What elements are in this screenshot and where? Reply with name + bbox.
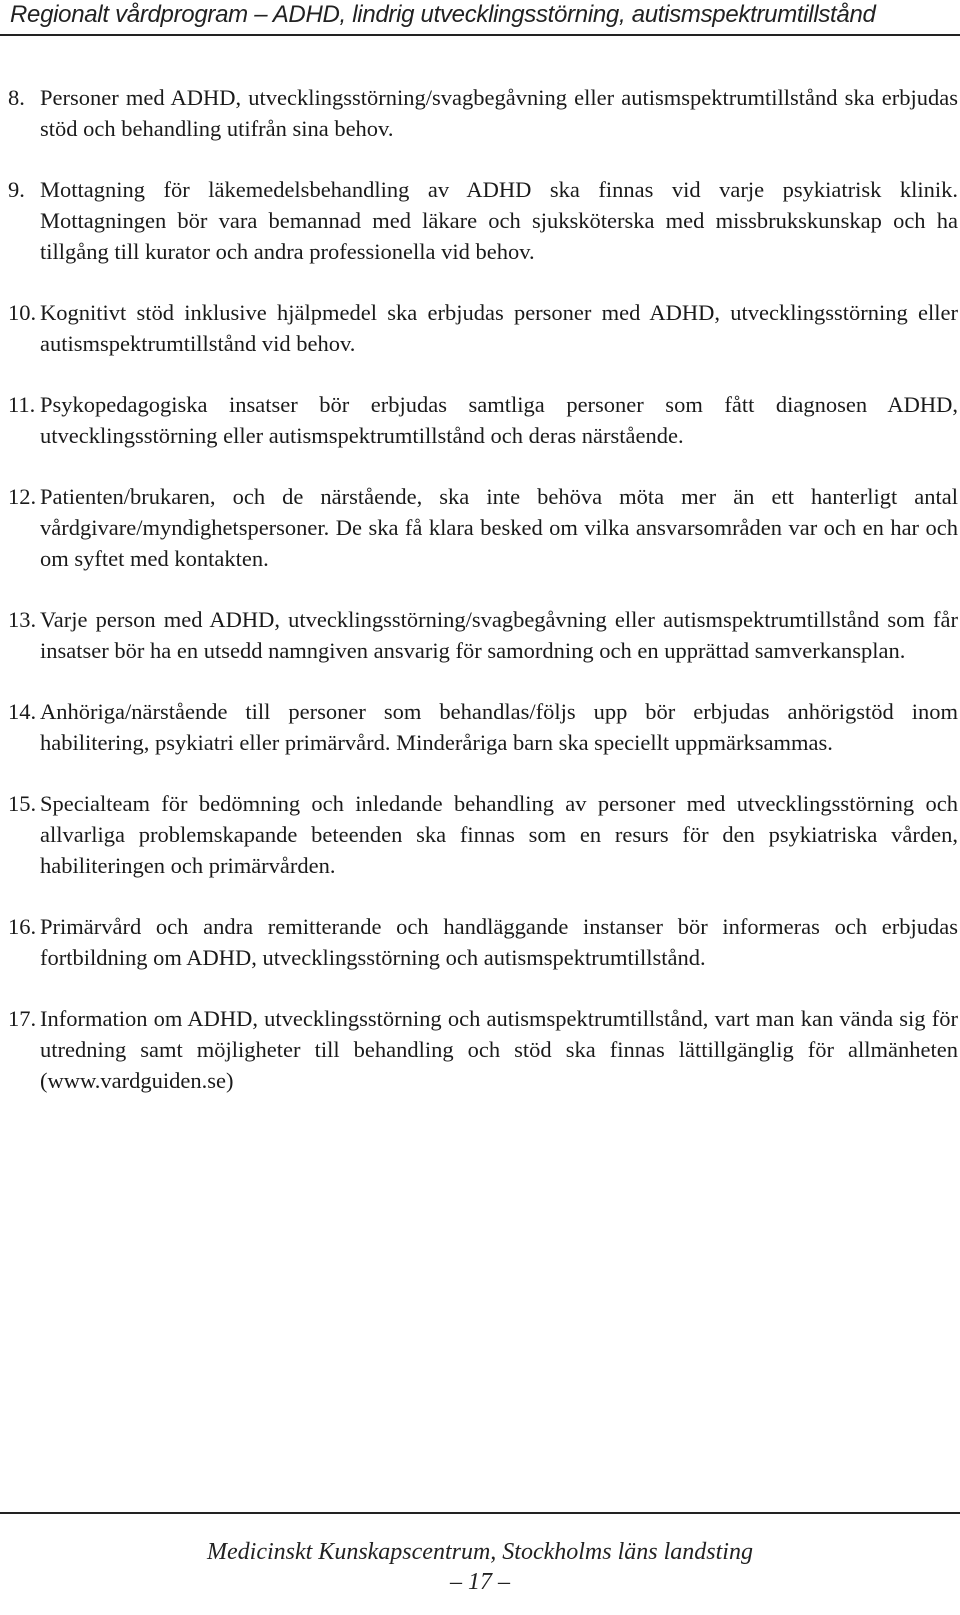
item-text: Patienten/brukaren, och de närstående, ska inte behöva möta mer än ett hanterligt antal vårdgivare/myndighetspersoner. De ska få klara besked om vilka ansvarsområden var och en har och om syftet med kontakten. xyxy=(40,484,958,571)
header-divider xyxy=(0,34,960,36)
recommendation-list xyxy=(8,82,958,1126)
list-item xyxy=(8,297,958,359)
list-item xyxy=(8,389,958,451)
list-item xyxy=(8,481,958,574)
footer-organization: Medicinskt Kunskapscentrum, Stockholms läns landsting xyxy=(207,1539,753,1565)
item-number: 10. xyxy=(8,300,37,325)
list-item xyxy=(8,82,958,144)
item-number: 15. xyxy=(8,791,37,816)
item-number: 8. xyxy=(8,85,25,110)
item-text: Primärvård och andra remitterande och handläggande instanser bör informeras och erbjudas fortbildning om ADHD, utvecklingsstörning och autismspektrumtillstånd. xyxy=(40,914,958,970)
item-number: 12. xyxy=(8,484,37,509)
list-item xyxy=(8,1003,958,1096)
item-number: 13. xyxy=(8,607,37,632)
list-item xyxy=(8,911,958,973)
footer-divider xyxy=(0,1512,960,1514)
item-text: Personer med ADHD, utvecklingsstörning/svagbegåvning eller autismspektrumtillstånd ska erbjudas stöd och behandling utifrån sina behov. xyxy=(40,85,958,141)
item-text: Kognitivt stöd inklusive hjälpmedel ska erbjudas personer med ADHD, utvecklingsstörning eller autismspektrumtillstånd vid behov. xyxy=(40,300,958,356)
item-text: Information om ADHD, utvecklingsstörning och autismspektrumtillstånd, vart man kan vända sig för utredning samt möjligheter till behandling och stöd ska finnas lättillgänglig för allmänheten (www.vardguiden.se) xyxy=(40,1006,958,1093)
list-item xyxy=(8,788,958,881)
list-item xyxy=(8,604,958,666)
item-number: 14. xyxy=(8,699,37,724)
item-text: Anhöriga/närstående till personer som behandlas/följs upp bör erbjudas anhörigstöd inom habilitering, psykiatri eller primärvård. Minderåriga barn ska speciellt uppmärksammas. xyxy=(40,699,958,755)
item-number: 9. xyxy=(8,177,25,202)
item-number: 16. xyxy=(8,914,37,939)
item-text: Psykopedagogiska insatser bör erbjudas samtliga personer som fått diagnosen ADHD, utvecklingsstörning eller autismspektrumtillstånd och deras närstående. xyxy=(40,392,958,448)
list-item xyxy=(8,174,958,267)
item-text: Specialteam för bedömning och inledande behandling av personer med utvecklingsstörning och allvarliga problemskapande beteenden ska finnas som en resurs för den psykiatriska vården, habiliteringen och primärvården. xyxy=(40,791,958,878)
item-text: Mottagning för läkemedelsbehandling av ADHD ska finnas vid varje psykiatrisk klinik. Mottagningen bör vara bemannad med läkare och sjuksköterska med missbrukskunskap och ha tillgång till kurator och andra professionella vid behov. xyxy=(40,177,958,264)
running-header: Regionalt vårdprogram – ADHD, lindrig utvecklingsstörning, autismspektrumtillstånd xyxy=(10,1,876,28)
item-text: Varje person med ADHD, utvecklingsstörning/svagbegåvning eller autismspektrumtillstånd som får insatser bör ha en utsedd namngiven ansvarig för samordning och en upprättad samverkansplan. xyxy=(40,607,958,663)
item-number: 11. xyxy=(8,392,36,417)
item-number: 17. xyxy=(8,1006,37,1031)
page-number: – 17 – xyxy=(450,1569,510,1595)
list-item xyxy=(8,696,958,758)
